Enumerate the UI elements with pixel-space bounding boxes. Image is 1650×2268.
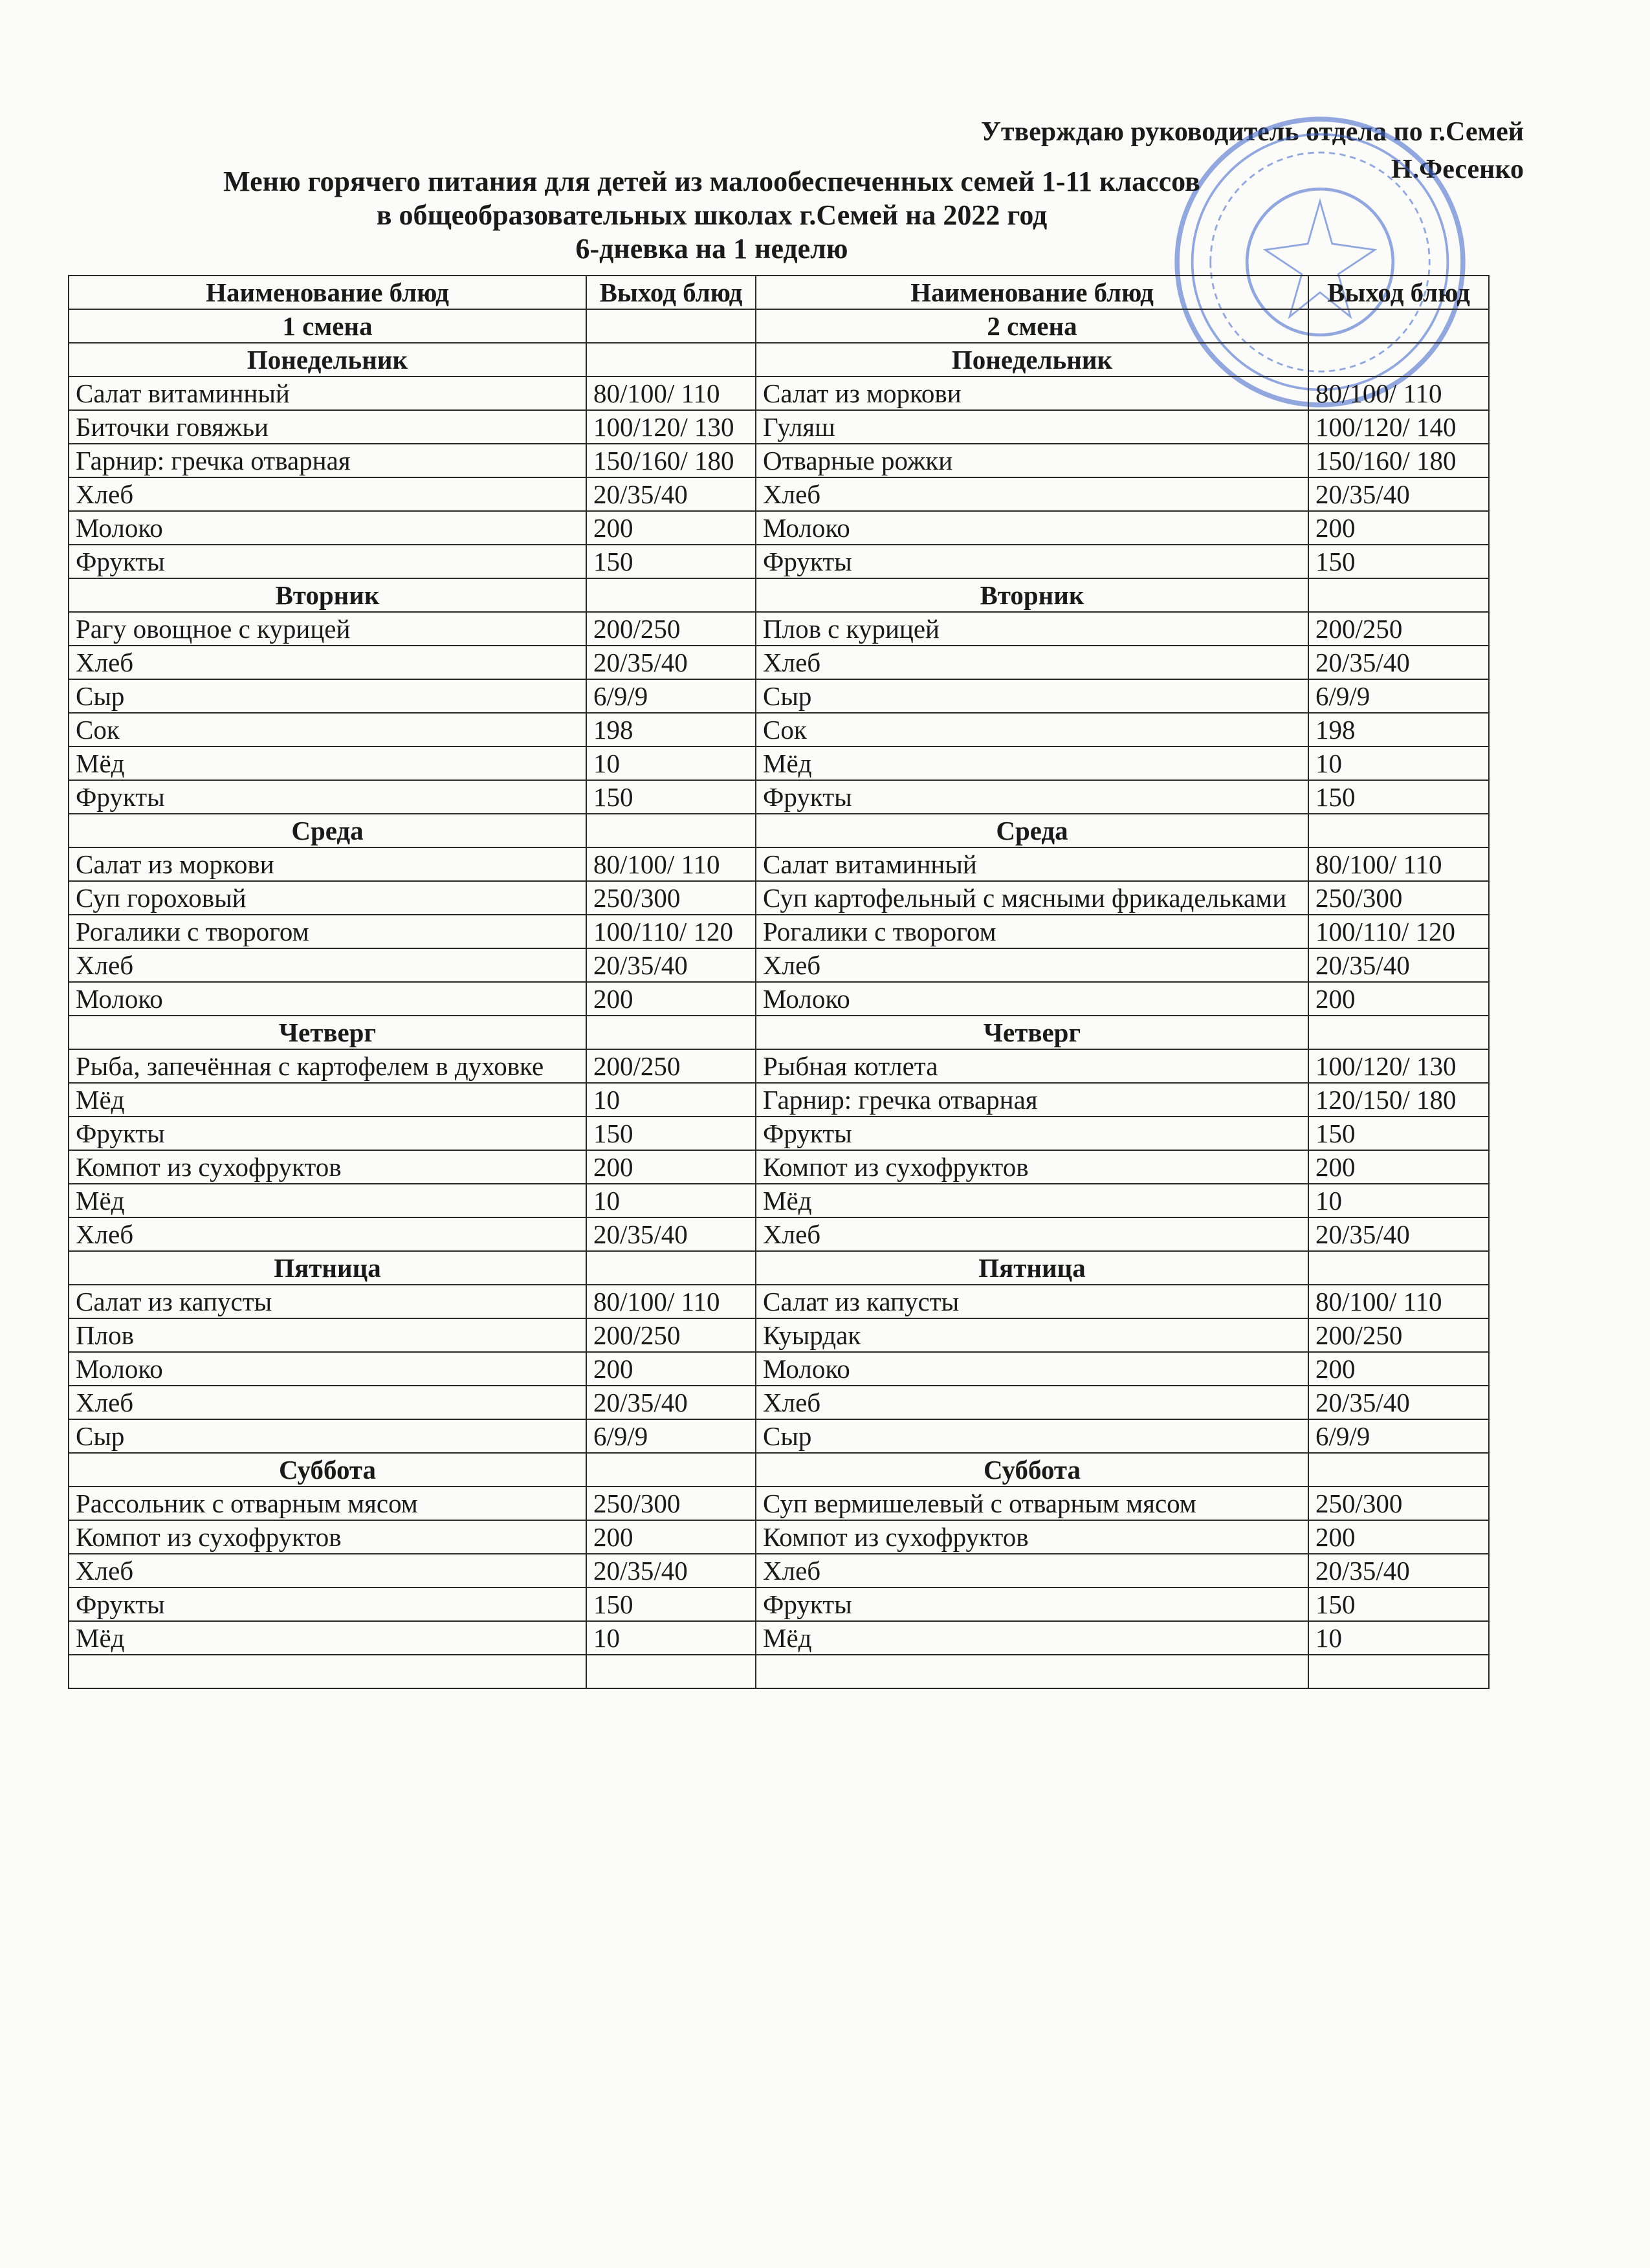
table-row: [69, 444, 1489, 477]
yield-shift-1: 10: [586, 1083, 756, 1117]
dish-shift-2: Сок: [756, 713, 1308, 747]
dish-shift-2: Сыр: [756, 1419, 1308, 1453]
dish-shift-2: Мёд: [756, 1621, 1308, 1655]
yield-shift-1: 20/35/40: [586, 477, 756, 511]
dish-shift-2: Молоко: [756, 982, 1308, 1016]
dish-shift-1: Хлеб: [69, 646, 586, 679]
dish-shift-1: Рыба, запечённая с картофелем в духовке: [69, 1049, 586, 1083]
day-header-row: [69, 814, 1489, 847]
dish-shift-2: Фрукты: [756, 1117, 1308, 1150]
yield-shift-2: 80/100/ 110: [1308, 1285, 1489, 1318]
day-name-shift-2: Среда: [756, 814, 1308, 847]
yield-shift-1: 250/300: [586, 1487, 756, 1520]
table-row: [69, 847, 1489, 881]
yield-shift-1: 150: [586, 1587, 756, 1621]
empty-cell: [1308, 343, 1489, 376]
yield-shift-2: 100/120/ 140: [1308, 410, 1489, 444]
yield-shift-1: 80/100/ 110: [586, 376, 756, 410]
day-header-row: [69, 578, 1489, 612]
dish-shift-2: Фрукты: [756, 780, 1308, 814]
yield-shift-2: 200: [1308, 511, 1489, 545]
yield-shift-2: 200/250: [1308, 1318, 1489, 1352]
yield-shift-2: 20/35/40: [1308, 948, 1489, 982]
yield-shift-1: 20/35/40: [586, 1554, 756, 1587]
empty-cell: [586, 814, 756, 847]
dish-shift-2: Куырдак: [756, 1318, 1308, 1352]
dish-shift-2: Салат из моркови: [756, 376, 1308, 410]
table-row: [69, 545, 1489, 578]
dish-shift-1: Хлеб: [69, 1217, 586, 1251]
dish-shift-2: Фрукты: [756, 1587, 1308, 1621]
table-row: [69, 1184, 1489, 1217]
yield-shift-2: 150: [1308, 1587, 1489, 1621]
yield-shift-2: 20/35/40: [1308, 1217, 1489, 1251]
yield-shift-2: 80/100/ 110: [1308, 847, 1489, 881]
dish-shift-1: Фрукты: [69, 545, 586, 578]
table-row: [69, 1419, 1489, 1453]
table-row: [69, 1621, 1489, 1655]
yield-shift-1: 200/250: [586, 612, 756, 646]
day-header-row: [69, 1453, 1489, 1487]
yield-shift-1: 20/35/40: [586, 1217, 756, 1251]
dish-shift-2: Молоко: [756, 1352, 1308, 1386]
table-row: [69, 747, 1489, 780]
dish-shift-1: Хлеб: [69, 1554, 586, 1587]
yield-shift-1: 150: [586, 545, 756, 578]
dish-shift-1: Биточки говяжьи: [69, 410, 586, 444]
dish-shift-1: Рагу овощное с курицей: [69, 612, 586, 646]
table-row: [69, 881, 1489, 915]
table-row: [69, 1318, 1489, 1352]
dish-shift-1: Салат витаминный: [69, 376, 586, 410]
yield-shift-1: 150: [586, 1117, 756, 1150]
yield-shift-2: 10: [1308, 747, 1489, 780]
shift-row: [69, 309, 1489, 343]
yield-shift-2: 250/300: [1308, 1487, 1489, 1520]
yield-shift-2: 100/120/ 130: [1308, 1049, 1489, 1083]
dish-shift-1: Фрукты: [69, 1117, 586, 1150]
shift-1-label: 1 смена: [69, 309, 586, 343]
title-line-1: Меню горячего питания для детей из малообеспеченных семей 1-11 классов: [223, 166, 1200, 197]
table-row: [69, 646, 1489, 679]
dish-shift-2: Молоко: [756, 511, 1308, 545]
table-row: [69, 1150, 1489, 1184]
menu-table: [68, 275, 1490, 1689]
empty-cell: [1308, 1655, 1489, 1688]
yield-shift-2: 150: [1308, 1117, 1489, 1150]
empty-cell: [586, 1655, 756, 1688]
dish-shift-1: Компот из сухофруктов: [69, 1150, 586, 1184]
title-line-2: в общеобразовательных школах г.Семей на 2022 год: [376, 199, 1048, 231]
dish-shift-2: Хлеб: [756, 1217, 1308, 1251]
yield-shift-1: 200/250: [586, 1049, 756, 1083]
table-row: [69, 1117, 1489, 1150]
yield-shift-1: 150: [586, 780, 756, 814]
dish-shift-2: Гуляш: [756, 410, 1308, 444]
dish-shift-1: Мёд: [69, 747, 586, 780]
table-row: [69, 1520, 1489, 1554]
yield-shift-2: 200: [1308, 1352, 1489, 1386]
yield-shift-2: 10: [1308, 1621, 1489, 1655]
approver-name: Н.Фесенко: [1391, 155, 1524, 184]
table-row: [69, 1487, 1489, 1520]
day-name-shift-2: Вторник: [756, 578, 1308, 612]
col-header-yield: Выход блюд: [586, 276, 756, 309]
table-row: [69, 511, 1489, 545]
day-name-shift-1: Пятница: [69, 1251, 586, 1285]
dish-shift-2: Отварные рожки: [756, 444, 1308, 477]
dish-shift-1: Молоко: [69, 982, 586, 1016]
empty-cell: [1308, 814, 1489, 847]
table-row: [69, 780, 1489, 814]
table-row: [69, 1587, 1489, 1621]
day-name-shift-1: Среда: [69, 814, 586, 847]
table-row: [69, 713, 1489, 747]
table-row: [69, 1352, 1489, 1386]
dish-shift-2: Мёд: [756, 1184, 1308, 1217]
yield-shift-1: 80/100/ 110: [586, 847, 756, 881]
dish-shift-2: Компот из сухофруктов: [756, 1520, 1308, 1554]
table-row: [69, 948, 1489, 982]
yield-shift-1: 6/9/9: [586, 1419, 756, 1453]
yield-shift-1: 10: [586, 1621, 756, 1655]
yield-shift-2: 10: [1308, 1184, 1489, 1217]
yield-shift-1: 200: [586, 511, 756, 545]
day-name-shift-1: Понедельник: [69, 343, 586, 376]
yield-shift-1: 250/300: [586, 881, 756, 915]
document-title: [220, 165, 1204, 266]
dish-shift-1: Мёд: [69, 1184, 586, 1217]
dish-shift-1: Сыр: [69, 1419, 586, 1453]
yield-shift-2: 6/9/9: [1308, 1419, 1489, 1453]
shift-2-label: 2 смена: [756, 309, 1308, 343]
yield-shift-1: 10: [586, 747, 756, 780]
yield-shift-2: 250/300: [1308, 881, 1489, 915]
dish-shift-2: Хлеб: [756, 1554, 1308, 1587]
day-name-shift-2: Четверг: [756, 1016, 1308, 1049]
col-header-dish-2: Наименование блюд: [756, 276, 1308, 309]
empty-cell: [1308, 1016, 1489, 1049]
dish-shift-1: Гарнир: гречка отварная: [69, 444, 586, 477]
day-name-shift-1: Вторник: [69, 578, 586, 612]
yield-shift-2: 20/35/40: [1308, 646, 1489, 679]
dish-shift-2: Хлеб: [756, 1386, 1308, 1419]
dish-shift-1: Рассольник с отварным мясом: [69, 1487, 586, 1520]
dish-shift-2: Суп вермишелевый с отварным мясом: [756, 1487, 1308, 1520]
dish-shift-1: Салат из моркови: [69, 847, 586, 881]
col-header-yield-2: Выход блюд: [1308, 276, 1489, 309]
col-header-dish: Наименование блюд: [69, 276, 586, 309]
yield-shift-1: 150/160/ 180: [586, 444, 756, 477]
empty-cell: [69, 1655, 586, 1688]
dish-shift-1: Хлеб: [69, 1386, 586, 1419]
yield-shift-1: 200: [586, 1150, 756, 1184]
table-row: [69, 410, 1489, 444]
empty-cell: [586, 1453, 756, 1487]
dish-shift-2: Сыр: [756, 679, 1308, 713]
empty-cell: [586, 578, 756, 612]
dish-shift-1: Компот из сухофруктов: [69, 1520, 586, 1554]
yield-shift-1: 6/9/9: [586, 679, 756, 713]
empty-cell: [586, 1251, 756, 1285]
dish-shift-2: Хлеб: [756, 948, 1308, 982]
table-row: [69, 1554, 1489, 1587]
dish-shift-2: Рогалики с творогом: [756, 915, 1308, 948]
yield-shift-1: 200: [586, 1520, 756, 1554]
empty-cell: [586, 1016, 756, 1049]
dish-shift-1: Хлеб: [69, 948, 586, 982]
table-row: [69, 1285, 1489, 1318]
table-header-row: [69, 276, 1489, 309]
table-row: [69, 982, 1489, 1016]
table-row: [69, 1083, 1489, 1117]
empty-cell: [1308, 1251, 1489, 1285]
yield-shift-2: 6/9/9: [1308, 679, 1489, 713]
dish-shift-2: Фрукты: [756, 545, 1308, 578]
empty-cell: [1308, 578, 1489, 612]
yield-shift-1: 10: [586, 1184, 756, 1217]
table-row: [69, 612, 1489, 646]
table-row: [69, 915, 1489, 948]
yield-shift-1: 100/110/ 120: [586, 915, 756, 948]
yield-shift-2: 200: [1308, 1520, 1489, 1554]
approval-line: Утверждаю руководитель отдела по г.Семей: [981, 117, 1524, 147]
yield-shift-2: 80/100/ 110: [1308, 376, 1489, 410]
day-header-row: [69, 1016, 1489, 1049]
dish-shift-2: Салат из капусты: [756, 1285, 1308, 1318]
dish-shift-2: Рыбная котлета: [756, 1049, 1308, 1083]
table-row: [69, 679, 1489, 713]
yield-shift-1: 20/35/40: [586, 948, 756, 982]
dish-shift-2: Гарнир: гречка отварная: [756, 1083, 1308, 1117]
yield-shift-2: 150: [1308, 545, 1489, 578]
dish-shift-1: Сыр: [69, 679, 586, 713]
yield-shift-1: 200: [586, 1352, 756, 1386]
day-name-shift-2: Понедельник: [756, 343, 1308, 376]
title-line-3: 6-дневка на 1 неделю: [575, 233, 848, 265]
yield-shift-2: 20/35/40: [1308, 1386, 1489, 1419]
dish-shift-1: Рогалики с творогом: [69, 915, 586, 948]
yield-shift-2: 200/250: [1308, 612, 1489, 646]
table-row: [69, 1049, 1489, 1083]
empty-cell: [1308, 1453, 1489, 1487]
dish-shift-1: Мёд: [69, 1083, 586, 1117]
yield-shift-2: 100/110/ 120: [1308, 915, 1489, 948]
yield-shift-1: 100/120/ 130: [586, 410, 756, 444]
table-row: [69, 376, 1489, 410]
table-row: [69, 1217, 1489, 1251]
empty-cell: [1308, 309, 1489, 343]
dish-shift-1: Сок: [69, 713, 586, 747]
yield-shift-1: 200/250: [586, 1318, 756, 1352]
yield-shift-2: 150: [1308, 780, 1489, 814]
dish-shift-1: Суп гороховый: [69, 881, 586, 915]
day-name-shift-1: Четверг: [69, 1016, 586, 1049]
yield-shift-1: 20/35/40: [586, 646, 756, 679]
yield-shift-2: 120/150/ 180: [1308, 1083, 1489, 1117]
dish-shift-1: Мёд: [69, 1621, 586, 1655]
yield-shift-2: 200: [1308, 1150, 1489, 1184]
dish-shift-2: Компот из сухофруктов: [756, 1150, 1308, 1184]
yield-shift-1: 20/35/40: [586, 1386, 756, 1419]
dish-shift-2: Салат витаминный: [756, 847, 1308, 881]
empty-row: [69, 1655, 1489, 1688]
day-header-row: [69, 1251, 1489, 1285]
menu-body: [69, 343, 1489, 1688]
yield-shift-1: 200: [586, 982, 756, 1016]
dish-shift-1: Молоко: [69, 1352, 586, 1386]
yield-shift-2: 200: [1308, 982, 1489, 1016]
yield-shift-1: 198: [586, 713, 756, 747]
day-name-shift-2: Суббота: [756, 1453, 1308, 1487]
day-name-shift-2: Пятница: [756, 1251, 1308, 1285]
dish-shift-2: Хлеб: [756, 646, 1308, 679]
day-header-row: [69, 343, 1489, 376]
dish-shift-1: Плов: [69, 1318, 586, 1352]
day-name-shift-1: Суббота: [69, 1453, 586, 1487]
dish-shift-2: Суп картофельный с мясными фрикадельками: [756, 881, 1308, 915]
dish-shift-2: Мёд: [756, 747, 1308, 780]
dish-shift-1: Фрукты: [69, 1587, 586, 1621]
dish-shift-2: Хлеб: [756, 477, 1308, 511]
yield-shift-2: 20/35/40: [1308, 1554, 1489, 1587]
table-row: [69, 477, 1489, 511]
yield-shift-2: 20/35/40: [1308, 477, 1489, 511]
dish-shift-2: Плов с курицей: [756, 612, 1308, 646]
empty-cell: [586, 309, 756, 343]
table-row: [69, 1386, 1489, 1419]
yield-shift-2: 198: [1308, 713, 1489, 747]
dish-shift-1: Молоко: [69, 511, 586, 545]
empty-cell: [586, 343, 756, 376]
dish-shift-1: Фрукты: [69, 780, 586, 814]
dish-shift-1: Хлеб: [69, 477, 586, 511]
empty-cell: [756, 1655, 1308, 1688]
yield-shift-2: 150/160/ 180: [1308, 444, 1489, 477]
dish-shift-1: Салат из капусты: [69, 1285, 586, 1318]
yield-shift-1: 80/100/ 110: [586, 1285, 756, 1318]
